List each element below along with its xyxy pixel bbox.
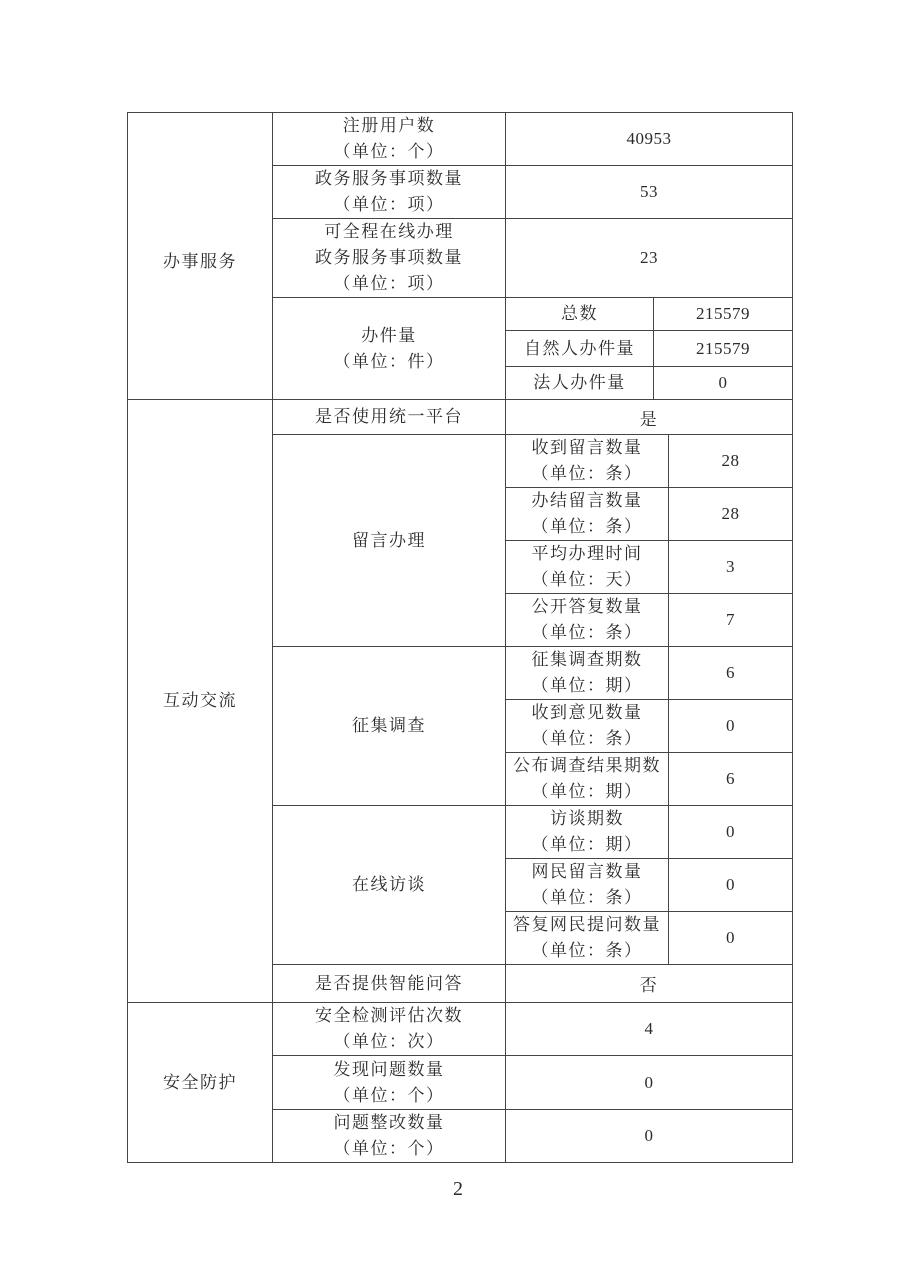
subrow-label-total: 总数 bbox=[506, 298, 654, 331]
subrow-value-netizen-messages: 0 bbox=[669, 859, 793, 912]
subrow-label-opinions-received: 收到意见数量 （单位：条） bbox=[506, 700, 669, 753]
subrow-label-messages-completed: 办结留言数量 （单位：条） bbox=[506, 488, 669, 541]
group-label-message-handling: 留言办理 bbox=[273, 435, 506, 647]
group-label-survey: 征集调查 bbox=[273, 647, 506, 806]
row-label-gov-service-items: 政务服务事项数量 （单位：项） bbox=[273, 166, 506, 219]
subrow-value-messages-completed: 28 bbox=[669, 488, 793, 541]
section-label-text: 安全防护 bbox=[163, 1072, 237, 1092]
subrow-label-results-published: 公布调查结果期数 （单位：期） bbox=[506, 753, 669, 806]
row-value-gov-service-items: 53 bbox=[506, 166, 793, 219]
subrow-value-replies-to-questions: 0 bbox=[669, 912, 793, 965]
row-label-smart-qa: 是否提供智能问答 bbox=[273, 965, 506, 1003]
subrow-value-natural-person: 215579 bbox=[654, 331, 793, 367]
subrow-value-opinions-received: 0 bbox=[669, 700, 793, 753]
subrow-label-legal-person: 法人办件量 bbox=[506, 367, 654, 400]
subrow-value-total: 215579 bbox=[654, 298, 793, 331]
subrow-value-survey-periods: 6 bbox=[669, 647, 793, 700]
group-label-case-volume: 办件量 （单位：件） bbox=[273, 298, 506, 400]
subrow-value-public-replies: 7 bbox=[669, 594, 793, 647]
row-label-unified-platform: 是否使用统一平台 bbox=[273, 400, 506, 435]
subrow-value-results-published: 6 bbox=[669, 753, 793, 806]
table-row bbox=[128, 400, 793, 435]
table-row bbox=[128, 1003, 793, 1056]
subrow-label-netizen-messages: 网民留言数量 （单位：条） bbox=[506, 859, 669, 912]
section-label-text: 互动交流 bbox=[163, 691, 237, 710]
row-label-full-online-items: 可全程在线办理 政务服务事项数量 （单位：项） bbox=[273, 219, 506, 298]
row-value-assessments: 4 bbox=[506, 1003, 793, 1056]
subrow-value-interview-periods: 0 bbox=[669, 806, 793, 859]
row-label-registered-users: 注册用户数 （单位：个） bbox=[273, 113, 506, 166]
row-value-problems-fixed: 0 bbox=[506, 1110, 793, 1163]
section-label-service bbox=[128, 113, 273, 400]
subrow-label-survey-periods: 征集调查期数 （单位：期） bbox=[506, 647, 669, 700]
group-label-online-interview: 在线访谈 bbox=[273, 806, 506, 965]
section-label-security bbox=[128, 1003, 273, 1163]
section-label-text: 办事服务 bbox=[163, 252, 237, 271]
subrow-label-avg-handle-time: 平均办理时间 （单位：天） bbox=[506, 541, 669, 594]
row-value-full-online-items: 23 bbox=[506, 219, 793, 298]
row-value-problems-found: 0 bbox=[506, 1056, 793, 1110]
row-value-registered-users: 40953 bbox=[506, 113, 793, 166]
subrow-value-messages-received: 28 bbox=[669, 435, 793, 488]
page-number: 2 bbox=[453, 1178, 463, 1200]
row-label-assessments: 安全检测评估次数 （单位：次） bbox=[273, 1003, 506, 1056]
table-row bbox=[128, 113, 793, 166]
subrow-label-messages-received: 收到留言数量 （单位：条） bbox=[506, 435, 669, 488]
subrow-label-natural-person: 自然人办件量 bbox=[506, 331, 654, 367]
row-value-unified-platform: 是 bbox=[506, 400, 793, 435]
subrow-value-avg-handle-time: 3 bbox=[669, 541, 793, 594]
subrow-label-interview-periods: 访谈期数 （单位：期） bbox=[506, 806, 669, 859]
row-label-problems-fixed: 问题整改数量 （单位：个） bbox=[273, 1110, 506, 1163]
row-label-problems-found: 发现问题数量 （单位：个） bbox=[273, 1056, 506, 1110]
subrow-label-public-replies: 公开答复数量 （单位：条） bbox=[506, 594, 669, 647]
subrow-value-legal-person: 0 bbox=[654, 367, 793, 400]
subrow-label-replies-to-questions: 答复网民提问数量 （单位：条） bbox=[506, 912, 669, 965]
section-label-interaction bbox=[128, 400, 273, 1003]
row-value-smart-qa: 否 bbox=[506, 965, 793, 1003]
gov-website-annual-report-table bbox=[127, 112, 793, 1163]
